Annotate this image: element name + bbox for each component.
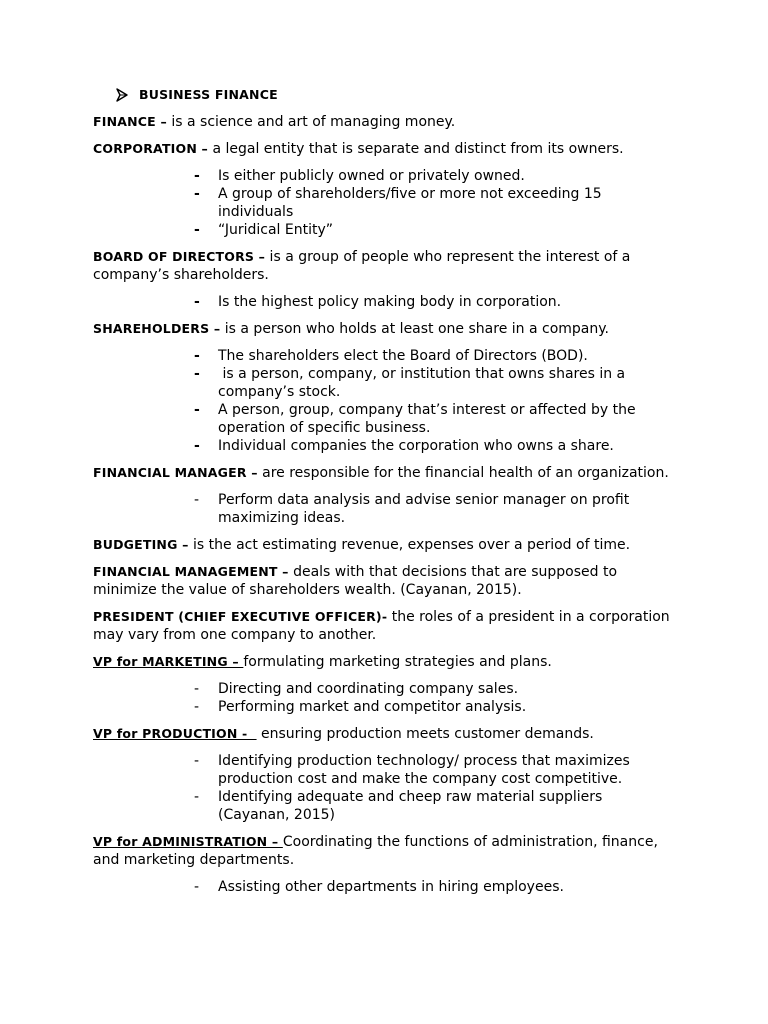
list-item xyxy=(93,788,673,824)
term-shareholders: SHAREHOLDERS – xyxy=(93,321,221,336)
definition-corporation xyxy=(93,140,673,158)
list-item xyxy=(93,221,673,239)
list-item xyxy=(93,293,673,311)
list-item xyxy=(93,752,673,788)
list-item-text: The shareholders elect the Board of Directors (BOD). xyxy=(218,348,588,364)
term-budgeting: BUDGETING – xyxy=(93,537,189,552)
document-title xyxy=(93,86,673,104)
list-item-text: Directing and coordinating company sales. xyxy=(218,681,519,697)
corporation-bullet-list xyxy=(93,167,673,239)
list-item-text: Identifying production technology/ process that maximizes production cost and make the company cost competitive. xyxy=(218,753,630,787)
definition-vp-marketing xyxy=(93,653,673,671)
dash-bullet: - xyxy=(194,222,200,238)
term-vp-production: VP for PRODUCTION - xyxy=(93,726,257,741)
definition-text: the roles of a president in a corporation may vary from one company to another. xyxy=(93,609,670,643)
list-item-text: Perform data analysis and advise senior manager on profit maximizing ideas. xyxy=(218,492,630,526)
dash-bullet: - xyxy=(194,681,200,697)
dash-bullet: - xyxy=(194,492,200,508)
definition-vp-production xyxy=(93,725,673,743)
definition-text: formulating marketing strategies and plans. xyxy=(243,654,552,670)
definition-finance xyxy=(93,113,673,131)
definition-board-of-directors xyxy=(93,248,673,284)
list-item-text: “Juridical Entity” xyxy=(218,222,333,238)
financial-manager-bullet-list xyxy=(93,491,673,527)
definition-text: ensuring production meets customer demands. xyxy=(256,726,594,742)
list-item xyxy=(93,365,673,401)
list-item xyxy=(93,437,673,455)
definition-shareholders xyxy=(93,320,673,338)
dash-bullet: - xyxy=(194,753,200,769)
term-board-of-directors: BOARD OF DIRECTORS – xyxy=(93,249,266,264)
definition-vp-administration xyxy=(93,833,673,869)
dash-bullet: - xyxy=(194,789,200,805)
definition-text: is a science and art of managing money. xyxy=(166,114,456,130)
title-text: BUSINESS FINANCE xyxy=(139,87,278,102)
document-page xyxy=(93,86,673,905)
list-item-text: is a person, company, or institution that owns shares in a company’s stock. xyxy=(218,366,626,400)
term-financial-manager: FINANCIAL MANAGER – xyxy=(93,465,258,480)
term-financial-management: FINANCIAL MANAGEMENT – xyxy=(93,564,289,579)
term-vp-marketing: VP for MARKETING – xyxy=(93,654,244,669)
vp-production-bullet-list xyxy=(93,752,673,824)
definition-financial-management xyxy=(93,563,673,599)
list-item-text: A group of shareholders/five or more not exceeding 15 individuals xyxy=(218,186,602,220)
list-item-text: A person, group, company that’s interest or affected by the operation of specific business. xyxy=(218,402,636,436)
arrowhead-bullet-icon xyxy=(116,88,128,102)
definition-budgeting xyxy=(93,536,673,554)
list-item-text: Assisting other departments in hiring employees. xyxy=(218,879,564,895)
dash-bullet: - xyxy=(194,186,200,202)
vp-marketing-bullet-list xyxy=(93,680,673,716)
dash-bullet: - xyxy=(194,438,200,454)
list-item-text: Identifying adequate and cheep raw material suppliers (Cayanan, 2015) xyxy=(218,789,603,823)
dash-bullet: - xyxy=(194,294,200,310)
definition-text: deals with that decisions that are supposed to minimize the value of shareholders wealth. (Cayanan, 2015). xyxy=(93,564,618,598)
term-finance: FINANCE – xyxy=(93,114,167,129)
dash-bullet: - xyxy=(194,402,200,418)
term-corporation: CORPORATION – xyxy=(93,141,209,156)
definition-president xyxy=(93,608,673,644)
list-item-text: Is either publicly owned or privately owned. xyxy=(218,168,525,184)
definition-text: a legal entity that is separate and distinct from its owners. xyxy=(208,141,624,157)
list-item-text: Is the highest policy making body in corporation. xyxy=(218,294,562,310)
dash-bullet: - xyxy=(194,366,200,382)
list-item xyxy=(93,167,673,185)
list-item xyxy=(93,680,673,698)
list-item xyxy=(93,698,673,716)
list-item xyxy=(93,347,673,365)
definition-text: are responsible for the financial health of an organization. xyxy=(257,465,669,481)
dash-bullet: - xyxy=(194,168,200,184)
dash-bullet: - xyxy=(194,879,200,895)
dash-bullet: - xyxy=(194,348,200,364)
list-item xyxy=(93,401,673,437)
definition-text: is a person who holds at least one share in a company. xyxy=(220,321,609,337)
term-president: PRESIDENT (CHIEF EXECUTIVE OFFICER)- xyxy=(93,609,388,624)
list-item-text: Performing market and competitor analysis. xyxy=(218,699,527,715)
list-item-text: Individual companies the corporation who owns a share. xyxy=(218,438,614,454)
definition-text: Coordinating the functions of administration, finance, and marketing departments. xyxy=(93,834,658,868)
list-item xyxy=(93,185,673,221)
term-vp-administration: VP for ADMINISTRATION – xyxy=(93,834,283,849)
dash-bullet: - xyxy=(194,699,200,715)
vp-administration-bullet-list xyxy=(93,878,673,896)
definition-text: is the act estimating revenue, expenses over a period of time. xyxy=(188,537,631,553)
list-item xyxy=(93,491,673,527)
definition-text: is a group of people who represent the interest of a company’s shareholders. xyxy=(93,249,631,283)
definition-financial-manager xyxy=(93,464,673,482)
board-bullet-list xyxy=(93,293,673,311)
shareholders-bullet-list xyxy=(93,347,673,455)
list-item xyxy=(93,878,673,896)
